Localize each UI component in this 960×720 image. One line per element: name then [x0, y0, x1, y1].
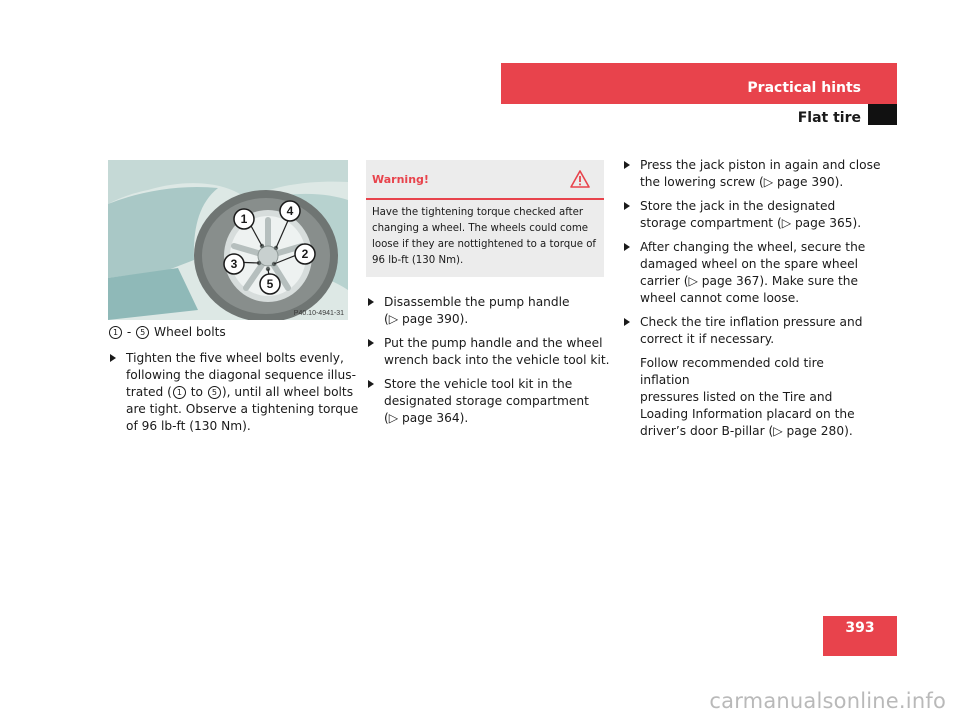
step-line: trated ( 1 to 5 ), until all wheel bolts — [126, 385, 354, 399]
subsection-title: Flat tire — [797, 110, 861, 126]
step-line: (▷ page 390). — [384, 312, 469, 326]
step-store-jack — [622, 198, 890, 232]
step-line: designated storage compartment — [384, 394, 589, 408]
step-put-back-tools — [366, 335, 622, 369]
callout-ref-1: 1 — [109, 326, 122, 339]
warning-box — [366, 160, 604, 277]
bullet-arrow-icon — [624, 243, 630, 251]
warning-triangle-icon — [570, 170, 590, 188]
bullet-arrow-icon — [110, 354, 116, 362]
step-line: Disassemble the pump handle — [384, 295, 570, 309]
step-line: wrench back into the vehicle tool kit. — [384, 353, 610, 367]
step-line: storage compartment (▷ page 365). — [640, 216, 862, 230]
subsection-marker — [868, 104, 897, 125]
bullet-arrow-icon — [624, 202, 630, 210]
step-line: (▷ page 364). — [384, 411, 469, 425]
watermark: carmanualsonline.info — [709, 689, 946, 713]
callout-ref-5: 5 — [208, 386, 221, 399]
step-check-pressure — [622, 314, 890, 348]
step-secure-damaged-wheel — [622, 239, 890, 307]
page-number: 393 — [845, 620, 875, 636]
note-line: driver’s door B-pillar (▷ page 280). — [640, 424, 853, 438]
caption-sep: - — [123, 325, 136, 339]
pressure-note — [640, 355, 872, 440]
caption-label: Wheel bolts — [150, 325, 226, 339]
section-title: Practical hints — [747, 80, 861, 96]
warning-line: 96 lb-ft (130 Nm). — [372, 255, 464, 266]
step-line: Store the jack in the designated — [640, 199, 836, 213]
step-line: following the diagonal sequence illus- — [126, 368, 357, 382]
bullet-arrow-icon — [624, 318, 630, 326]
step-store-tool-kit — [366, 376, 622, 427]
wheel-illustration — [108, 160, 348, 320]
wheel-bolts-figure — [108, 160, 348, 320]
note-line: Follow recommended cold tire inflation — [640, 356, 824, 387]
warning-line: changing a wheel. The wheels could come — [372, 223, 589, 234]
warning-line: Have the tightening torque checked after — [372, 207, 584, 218]
step-disassemble-pump — [366, 294, 622, 328]
bullet-arrow-icon — [368, 380, 374, 388]
figure-caption — [108, 324, 353, 341]
step-line: Check the tire inflation pressure and — [640, 315, 863, 329]
bullet-arrow-icon — [368, 298, 374, 306]
step-line: correct it if necessary. — [640, 332, 775, 346]
callout-1: 1 — [240, 212, 248, 226]
note-line: pressures listed on the Tire and — [640, 390, 833, 404]
step-press-jack — [622, 157, 890, 191]
callout-2: 2 — [301, 247, 309, 261]
step-line: carrier (▷ page 367). Make sure the — [640, 274, 858, 288]
warning-divider — [366, 198, 604, 200]
warning-line: loose if they are nottightened to a torque of — [372, 239, 597, 250]
warning-text — [372, 205, 600, 269]
step-line: of 96 lb-ft (130 Nm). — [126, 419, 251, 433]
callout-4: 4 — [286, 204, 294, 218]
callout-3: 3 — [230, 257, 238, 271]
step-line: damaged wheel on the spare wheel — [640, 257, 859, 271]
step-line: Press the jack piston in again and close — [640, 158, 881, 172]
step-line: After changing the wheel, secure the — [640, 240, 866, 254]
figure-code: P40.10-4941-31 — [293, 310, 344, 317]
callout-ref-5: 5 — [136, 326, 149, 339]
callout-5: 5 — [266, 277, 274, 291]
step-line: Store the vehicle tool kit in the — [384, 377, 573, 391]
step-line: Put the pump handle and the wheel — [384, 336, 603, 350]
step-tighten-bolts — [108, 350, 371, 435]
step-line: are tight. Observe a tightening torque — [126, 402, 359, 416]
callout-ref-1: 1 — [173, 386, 186, 399]
step-line: wheel cannot come loose. — [640, 291, 800, 305]
note-line: Loading Information placard on the — [640, 407, 855, 421]
bullet-arrow-icon — [368, 339, 374, 347]
step-line: the lowering screw (▷ page 390). — [640, 175, 844, 189]
bullet-arrow-icon — [624, 161, 630, 169]
warning-title: Warning! — [372, 173, 429, 186]
step-line: Tighten the five wheel bolts evenly, — [126, 351, 344, 365]
